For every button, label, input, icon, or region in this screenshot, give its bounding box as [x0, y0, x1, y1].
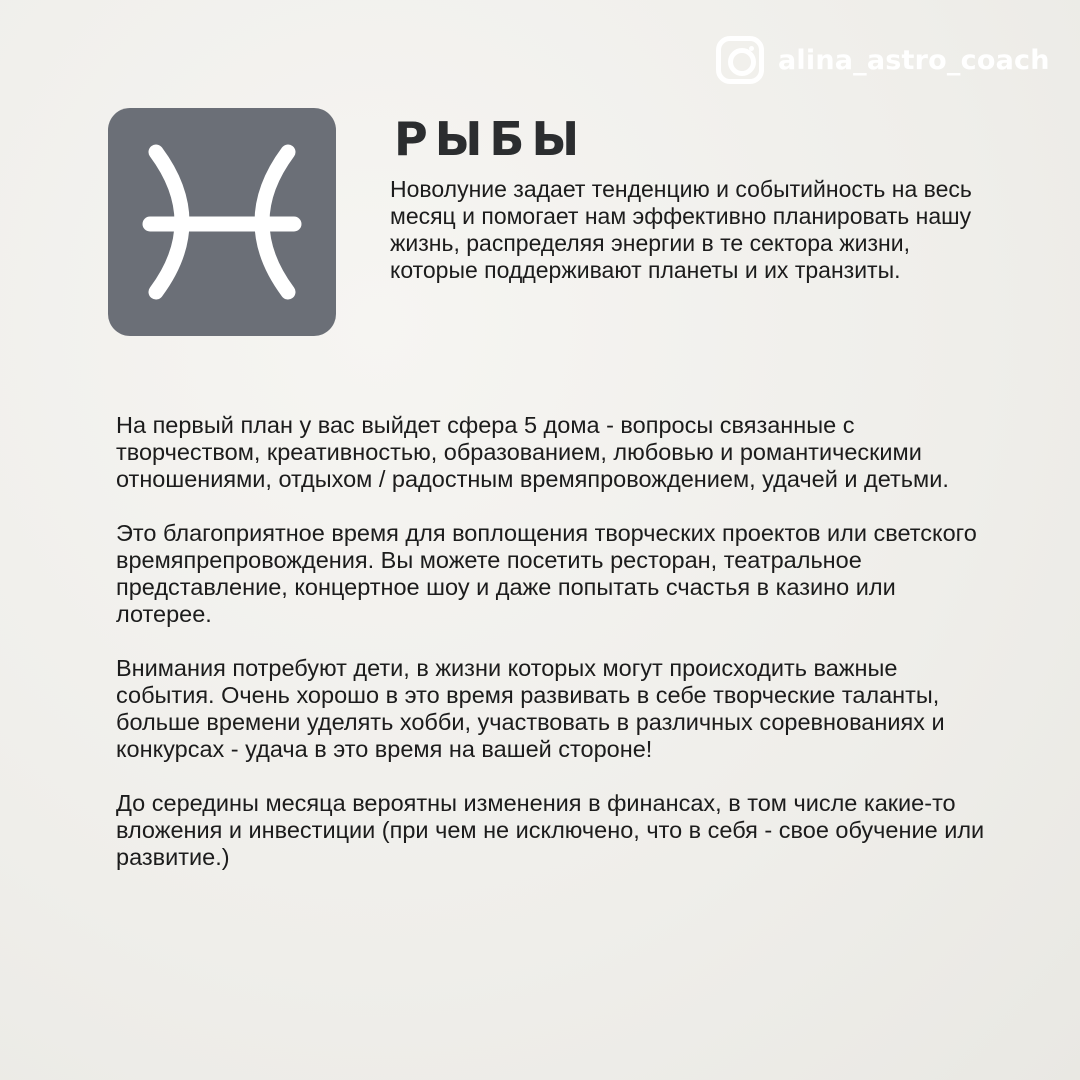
sign-title: РЫБЫ [394, 112, 587, 166]
paragraph-fifth-house: На первый план у вас выйдет сфера 5 дома - вопросы связанные с творчеством, креативностью, образованием, любовью и романтическими отношениями, отдыхом / радостным времяпровождением, удачей и детьми. [116, 412, 949, 492]
instagram-handle[interactable] [716, 36, 1050, 84]
pisces-icon [108, 108, 336, 336]
intro-text: Новолуние задает тенденцию и событийность на весь месяц и помогает нам эффективно планировать нашу жизнь, распределяя энергии в те сектора жизни, которые поддерживают планеты и их транзиты. [390, 176, 972, 283]
paragraph-creative-projects: Это благоприятное время для воплощения творческих проектов или светского времяпрепровождения. Вы можете посетить ресторан, театральное представление, концертное шоу и даже попытать счастья в казино или лотерее. [116, 520, 977, 627]
paragraph-finances: До середины месяца вероятны изменения в финансах, в том числе какие-то вложения и инвестиции (при чем не исключено, что в себя - свое обучение или развитие.) [116, 790, 985, 870]
paragraph-children: Внимания потребуют дети, в жизни которых могут происходить важные события. Очень хорошо в это время развивать в себе творческие таланты, больше времени уделять хобби, участвовать в различных соревнованиях и конкурсах - удача в это время на вашей стороне! [116, 655, 945, 762]
instagram-icon [716, 36, 764, 84]
pisces-sign-box [108, 108, 336, 336]
forecast-body [116, 412, 996, 898]
handle-text: alina_astro_coach [778, 44, 1050, 76]
